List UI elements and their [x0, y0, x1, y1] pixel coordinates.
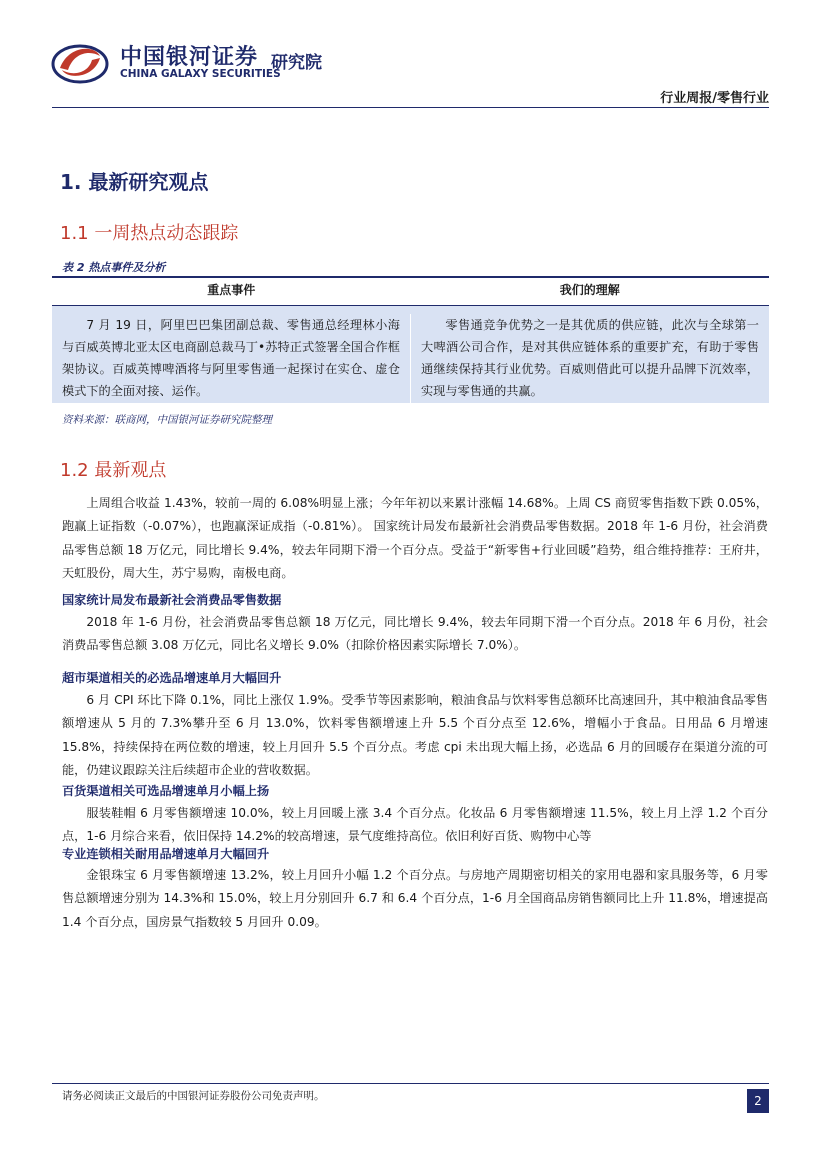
paragraph-portfolio-summary: 上周组合收益 1.43%，较前一周的 6.08%明显上涨；今年年初以来累计涨幅 14.68%。上周 CS 商贸零售指数下跌 0.05%，跑赢上证指数（-0.07%），也跑赢深证成指（-0.81%）。 国家统计局发布最新社会消费品零售数据。2018 年 1-6 月份，社会消费品零售总额 18 万亿元，同比增长 9.4%，较去年同期下滑一个百分点。受益于“新零售+行业回暖”趋势，组合维持推荐：王府井，天虹股份，周大生，苏宁易购，南极电商。	[62, 496, 768, 581]
paragraph-specialty-chain: 金银珠宝 6 月零售额增速 13.2%，较上月回升小幅 1.2 个百分点。与房地产周期密切相关的家用电器和家具服务等，6 月零售总额增速分别为 14.3%和 15.0%，较上月分别回升 6.7 和 6.4 个百分点，1-6 月全国商品房销售额同比上升 11.8%，增速提高 1.4 个百分点，国房景气指数较 5 月回升 0.09。	[62, 868, 768, 929]
subheading-retail-data: 国家统计局发布最新社会消费品零售数据	[62, 593, 282, 607]
table-cell-event: 7 月 19 日，阿里巴巴集团副总裁、零售通总经理林小海与百威英博北亚太区电商副总裁马丁•苏特正式签署全国合作框架协议。百威英博啤酒将与阿里零售通一起探讨在实仓、虚仓模式下的全面对接、运作。	[62, 318, 400, 398]
report-type: 行业周报/零售行业	[660, 91, 769, 106]
subheading-specialty-chain: 专业连锁相关耐用品增速单月大幅回升	[62, 847, 270, 861]
hot-events-table	[52, 276, 769, 403]
table-row	[52, 306, 769, 403]
footer-disclaimer: 请务必阅读正文最后的中国银河证券股份公司免责声明。	[62, 1090, 325, 1102]
subheading-department-store: 百货渠道相关可选品增速单月小幅上扬	[62, 784, 270, 798]
paragraph-retail-data: 2018 年 1-6 月份，社会消费品零售总额 18 万亿元，同比增长 9.4%，较去年同期下滑一个百分点。2018 年 6 月份，社会消费品零售总额 3.08 万亿元，同比名义增长 9.0%（扣除价格因素实际增长 7.0%）。	[62, 615, 768, 653]
header-divider	[52, 107, 769, 108]
brand-institute: 研究院	[271, 53, 322, 73]
page-number: 2	[747, 1089, 769, 1113]
table-header-event: 重点事件	[207, 283, 256, 297]
table-header-view: 我们的理解	[559, 283, 620, 297]
subsection-title-latest-views: 1.2 最新观点	[60, 460, 167, 481]
galaxy-logo-icon	[50, 38, 110, 86]
table-cell-view: 零售通竞争优势之一是其优质的供应链，此次与全球第一大啤酒公司合作，是对其供应链体系的重要扩充，有助于零售通继续保持其行业优势。百威则借此可以提升品牌下沉效率，实现与零售通的共赢。	[410, 314, 769, 403]
table-source-note: 资料来源：联商网，中国银河证券研究院整理	[62, 414, 272, 426]
paragraph-department-store: 服装鞋帽 6 月零售额增速 10.0%，较上月回暖上涨 3.4 个百分点。化妆品 6 月零售额增速 11.5%，较上月上浮 1.2 个百分点，1-6 月综合来看，依旧保持 14.2%的较高增速，景气度维持高位。依旧利好百货、购物中心等	[62, 806, 768, 844]
footer-divider	[52, 1083, 769, 1084]
paragraph-supermarket: 6 月 CPI 环比下降 0.1%，同比上涨仅 1.9%。受季节等因素影响，粮油食品与饮料零售总额环比高速回升，其中粮油食品零售额增速从 5 月的 7.3%攀升至 6 月 13.0%，饮料零售额增速上升 5.5 个百分点至 12.6%，增幅小于食品。日用品 6 月增速 15.8%，持续保持在两位数的增速，较上月回升 5.5 个百分点。考虑 cpi 未出现大幅上扬，必选品 6 月的回暖存在渠道分流的可能，仍建议跟踪关注后续超市企业的营收数据。	[62, 693, 768, 778]
table-header-row	[52, 278, 769, 306]
section-title: 1. 最新研究观点	[60, 170, 209, 194]
subsection-title-hot-events: 1.1 一周热点动态跟踪	[60, 223, 239, 244]
brand-name-cn: 中国银河证券	[120, 45, 259, 70]
subheading-supermarket: 超市渠道相关的必选品增速单月大幅回升	[62, 671, 282, 685]
table-caption: 表 2 热点事件及分析	[62, 261, 166, 274]
brand-name-en: CHINA GALAXY SECURITIES	[120, 68, 281, 80]
